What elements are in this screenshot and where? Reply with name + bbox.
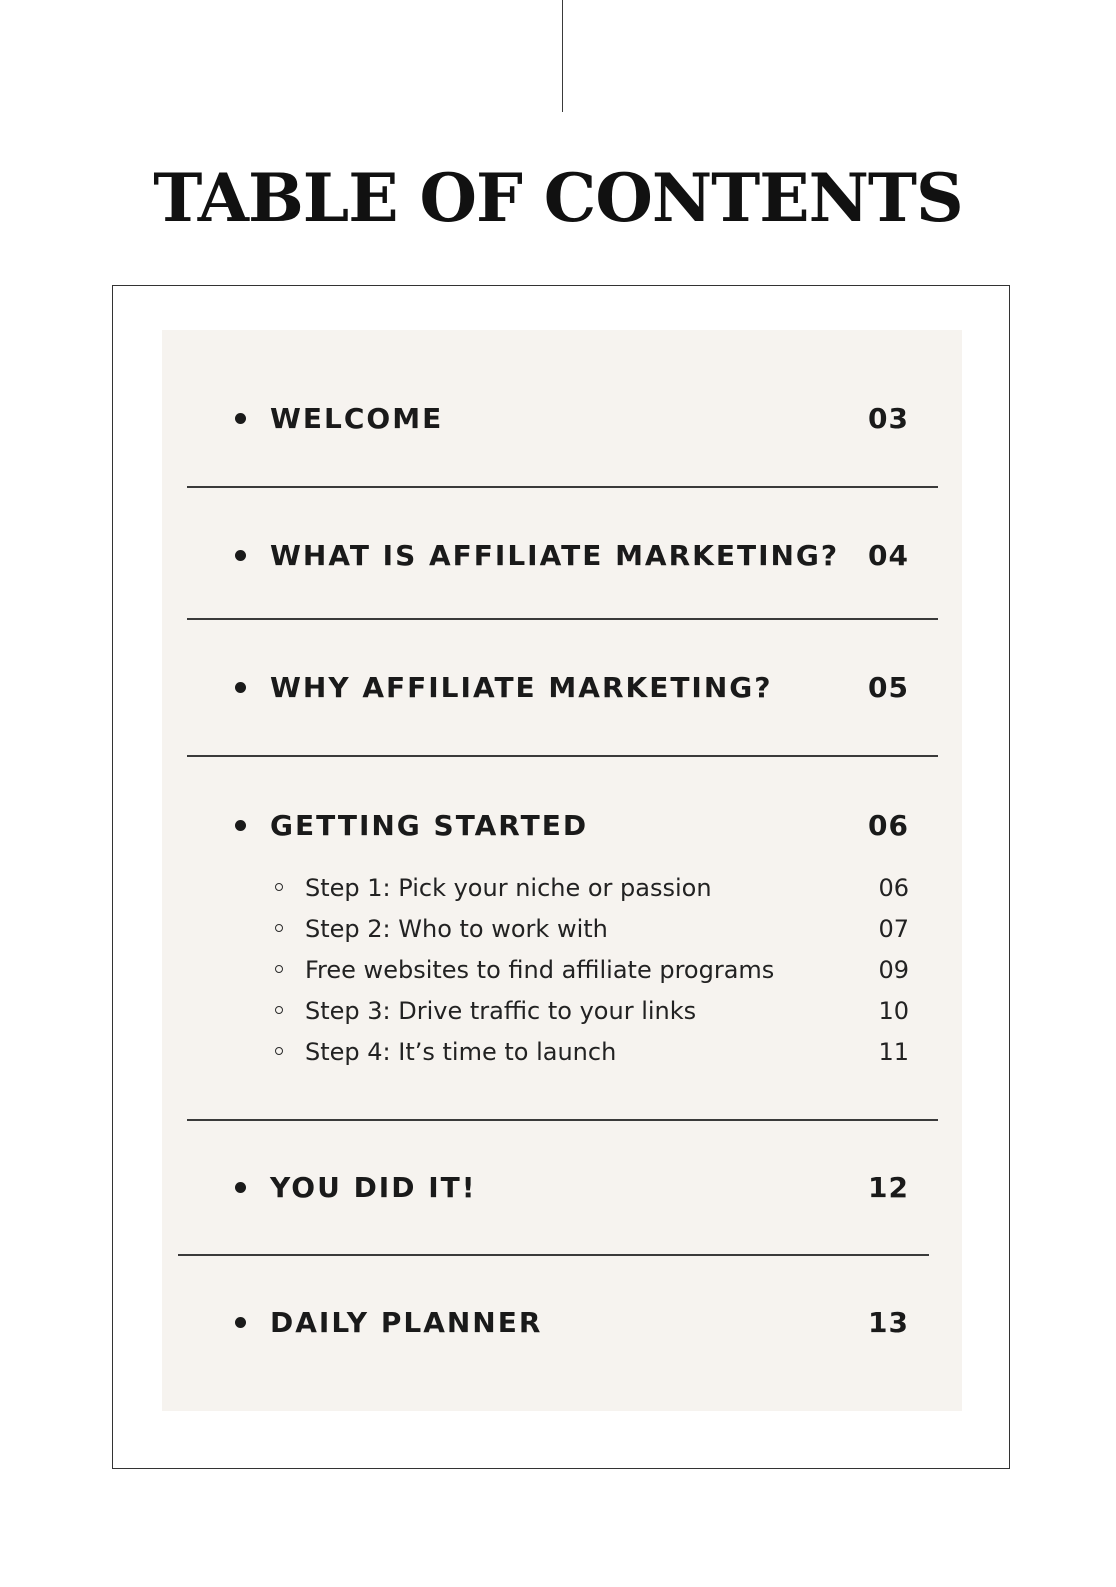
toc-entry-getting-started[interactable] [235, 806, 909, 846]
toc-entry-daily-planner[interactable] [235, 1303, 909, 1343]
toc-subentry-label: Free websites to find affiliate programs [305, 956, 775, 984]
toc-subentry-label: Step 2: Who to work with [305, 915, 608, 943]
circle-bullet-icon [275, 924, 283, 932]
toc-subentry-label: Step 1: Pick your niche or passion [305, 874, 712, 902]
divider [187, 618, 938, 620]
circle-bullet-icon [275, 1047, 283, 1055]
toc-entry-what-is-affiliate-marketing[interactable] [235, 536, 909, 576]
toc-entry-label: WHY AFFILIATE MARKETING? [270, 671, 773, 704]
toc-entry-page: 06 [868, 809, 909, 842]
bullet-icon [235, 550, 246, 561]
toc-entry-page: 05 [868, 671, 909, 704]
toc-entry-page: 12 [868, 1171, 909, 1204]
bullet-icon [235, 413, 246, 424]
toc-subentry-page: 11 [878, 1038, 909, 1066]
divider [178, 1254, 929, 1256]
divider [187, 755, 938, 757]
toc-entry-welcome[interactable] [235, 399, 909, 439]
toc-entry-you-did-it[interactable] [235, 1168, 909, 1208]
toc-subentry-label: Step 3: Drive traffic to your links [305, 997, 697, 1025]
bullet-icon [235, 682, 246, 693]
divider [187, 486, 938, 488]
toc-entry-label: YOU DID IT! [270, 1171, 477, 1204]
toc-entry-label: WELCOME [270, 402, 444, 435]
page-title: TABLE OF CONTENTS [153, 159, 963, 237]
toc-subentry-page: 10 [878, 997, 909, 1025]
toc-subentry-label: Step 4: It’s time to launch [305, 1038, 617, 1066]
toc-subentry-page: 06 [878, 874, 909, 902]
toc-entry-label: GETTING STARTED [270, 809, 589, 842]
toc-entry-page: 13 [868, 1306, 909, 1339]
bullet-icon [235, 1182, 246, 1193]
toc-subentry-step-3[interactable] [275, 994, 909, 1028]
toc-entry-label: WHAT IS AFFILIATE MARKETING? [270, 539, 840, 572]
bullet-icon [235, 820, 246, 831]
toc-entry-page: 03 [868, 402, 909, 435]
divider [187, 1119, 938, 1121]
toc-subentry-page: 09 [878, 956, 909, 984]
toc-entry-label: DAILY PLANNER [270, 1306, 543, 1339]
toc-entry-why-affiliate-marketing[interactable] [235, 668, 909, 708]
top-vertical-rule [562, 0, 563, 112]
toc-subentry-step-2[interactable] [275, 912, 909, 946]
circle-bullet-icon [275, 883, 283, 891]
toc-entry-page: 04 [868, 539, 909, 572]
toc-subentry-step-4[interactable] [275, 1035, 909, 1069]
toc-subentry-step-1[interactable] [275, 871, 909, 905]
circle-bullet-icon [275, 965, 283, 973]
bullet-icon [235, 1317, 246, 1328]
circle-bullet-icon [275, 1006, 283, 1014]
toc-subentry-free-websites[interactable] [275, 953, 909, 987]
toc-subentry-page: 07 [878, 915, 909, 943]
